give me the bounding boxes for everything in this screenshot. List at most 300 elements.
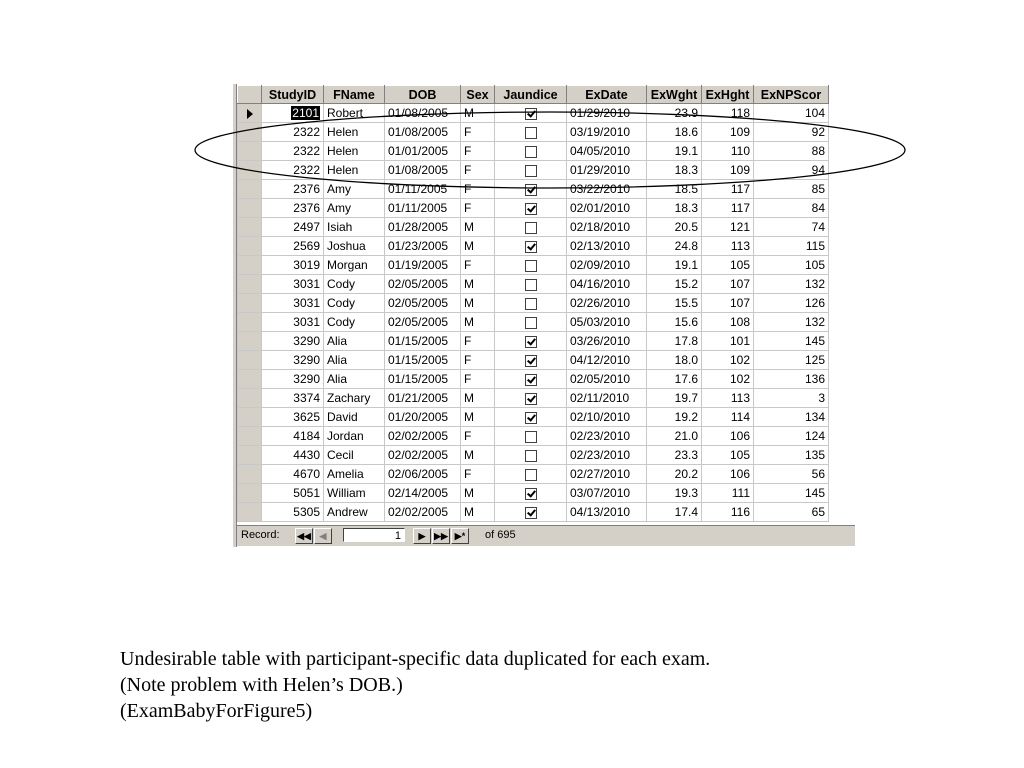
cell-exwght[interactable] xyxy=(647,161,702,180)
cell-studyid[interactable] xyxy=(262,218,324,237)
table-row[interactable] xyxy=(238,180,829,199)
cell-exwght[interactable] xyxy=(647,313,702,332)
jaundice-checkbox[interactable] xyxy=(525,336,537,348)
table-row[interactable] xyxy=(238,503,829,522)
cell-exwght[interactable] xyxy=(647,104,702,123)
cell-text: 102 xyxy=(729,372,750,386)
row-selector[interactable] xyxy=(238,427,262,446)
cell-jaundice[interactable] xyxy=(495,484,567,503)
cell-exhght[interactable] xyxy=(702,256,754,275)
row-selector[interactable] xyxy=(238,237,262,256)
record-count: of 695 xyxy=(485,529,516,541)
cell-exhght[interactable] xyxy=(702,484,754,503)
cell-sex[interactable] xyxy=(461,256,495,275)
cell-text: M xyxy=(464,277,474,291)
cell-exwght[interactable] xyxy=(647,389,702,408)
cell-studyid[interactable] xyxy=(262,275,324,294)
cell-exhght[interactable] xyxy=(702,446,754,465)
cell-sex[interactable] xyxy=(461,446,495,465)
cell-exnpscor[interactable] xyxy=(754,237,829,256)
table-row[interactable] xyxy=(238,199,829,218)
cell-studyid[interactable] xyxy=(262,142,324,161)
cell-jaundice[interactable] xyxy=(495,446,567,465)
cell-sex[interactable] xyxy=(461,465,495,484)
row-selector[interactable] xyxy=(238,294,262,313)
cell-exdate[interactable] xyxy=(567,294,647,313)
cell-exdate[interactable] xyxy=(567,142,647,161)
cell-exwght[interactable] xyxy=(647,256,702,275)
cell-exnpscor[interactable] xyxy=(754,294,829,313)
cell-sex[interactable] xyxy=(461,503,495,522)
cell-studyid[interactable] xyxy=(262,313,324,332)
cell-exnpscor[interactable] xyxy=(754,104,829,123)
cell-exnpscor[interactable] xyxy=(754,313,829,332)
cell-studyid[interactable] xyxy=(262,370,324,389)
cell-studyid[interactable] xyxy=(262,446,324,465)
cell-jaundice[interactable] xyxy=(495,389,567,408)
cell-exwght[interactable] xyxy=(647,408,702,427)
cell-exnpscor[interactable] xyxy=(754,332,829,351)
cell-exnpscor[interactable] xyxy=(754,484,829,503)
cell-text: 15.6 xyxy=(674,315,698,329)
cell-fname[interactable] xyxy=(324,218,385,237)
cell-exdate[interactable] xyxy=(567,427,647,446)
jaundice-checkbox[interactable] xyxy=(525,317,537,329)
cell-exnpscor[interactable] xyxy=(754,180,829,199)
table-row[interactable] xyxy=(238,218,829,237)
table-row[interactable] xyxy=(238,332,829,351)
cell-fname[interactable] xyxy=(324,332,385,351)
cell-sex[interactable] xyxy=(461,332,495,351)
cell-fname[interactable] xyxy=(324,503,385,522)
table-row[interactable] xyxy=(238,484,829,503)
cell-text: Jordan xyxy=(327,429,364,443)
cell-exwght[interactable] xyxy=(647,351,702,370)
cell-fname[interactable] xyxy=(324,427,385,446)
cell-fname[interactable] xyxy=(324,199,385,218)
cell-studyid[interactable] xyxy=(262,332,324,351)
cell-exwght[interactable] xyxy=(647,294,702,313)
cell-dob[interactable] xyxy=(385,351,461,370)
next-record-button[interactable]: ▶ xyxy=(413,528,431,544)
cell-text: M xyxy=(464,505,474,519)
cell-exhght[interactable] xyxy=(702,294,754,313)
new-record-button[interactable]: ▶* xyxy=(451,528,469,544)
row-selector[interactable] xyxy=(238,370,262,389)
record-number-input[interactable]: 1 xyxy=(343,528,405,542)
cell-exnpscor[interactable] xyxy=(754,408,829,427)
table-row[interactable] xyxy=(238,465,829,484)
cell-exdate[interactable] xyxy=(567,484,647,503)
cell-exwght[interactable] xyxy=(647,199,702,218)
row-selector[interactable] xyxy=(238,161,262,180)
cell-dob[interactable] xyxy=(385,123,461,142)
jaundice-checkbox[interactable] xyxy=(525,260,537,272)
cell-fname[interactable] xyxy=(324,389,385,408)
row-selector[interactable] xyxy=(238,256,262,275)
table-row[interactable] xyxy=(238,237,829,256)
cell-exnpscor[interactable] xyxy=(754,123,829,142)
cell-text: 106 xyxy=(729,467,750,481)
previous-record-button[interactable]: ◀ xyxy=(314,528,332,544)
row-selector[interactable] xyxy=(238,351,262,370)
cell-sex[interactable] xyxy=(461,427,495,446)
cell-exnpscor[interactable] xyxy=(754,465,829,484)
cell-dob[interactable] xyxy=(385,446,461,465)
cell-dob[interactable] xyxy=(385,503,461,522)
table-row[interactable] xyxy=(238,389,829,408)
cell-studyid[interactable] xyxy=(262,427,324,446)
cell-text: 113 xyxy=(730,391,750,405)
table-row[interactable] xyxy=(238,446,829,465)
cell-dob[interactable] xyxy=(385,275,461,294)
row-selector[interactable] xyxy=(238,408,262,427)
row-selector[interactable] xyxy=(238,199,262,218)
cell-fname[interactable] xyxy=(324,123,385,142)
cell-fname[interactable] xyxy=(324,446,385,465)
cell-text: F xyxy=(464,163,472,177)
cell-exhght[interactable] xyxy=(702,180,754,199)
cell-exnpscor[interactable] xyxy=(754,370,829,389)
select-all-corner[interactable] xyxy=(238,86,262,104)
cell-jaundice[interactable] xyxy=(495,199,567,218)
row-selector[interactable] xyxy=(238,465,262,484)
cell-exhght[interactable] xyxy=(702,199,754,218)
row-selector[interactable] xyxy=(238,218,262,237)
cell-exwght[interactable] xyxy=(647,427,702,446)
cell-exdate[interactable] xyxy=(567,104,647,123)
column-header-sex[interactable]: Sex xyxy=(461,86,495,104)
cell-dob[interactable] xyxy=(385,218,461,237)
cell-exdate[interactable] xyxy=(567,313,647,332)
cell-exnpscor[interactable] xyxy=(754,256,829,275)
row-selector[interactable] xyxy=(238,503,262,522)
jaundice-checkbox[interactable] xyxy=(525,374,537,386)
jaundice-checkbox[interactable] xyxy=(525,450,537,462)
last-record-button[interactable]: ▶▶ xyxy=(432,528,450,544)
cell-dob[interactable] xyxy=(385,332,461,351)
cell-exnpscor[interactable] xyxy=(754,199,829,218)
cell-text: 01/11/2005 xyxy=(388,182,448,196)
jaundice-checkbox[interactable] xyxy=(525,412,537,424)
cell-exdate[interactable] xyxy=(567,237,647,256)
table-row[interactable] xyxy=(238,161,829,180)
cell-sex[interactable] xyxy=(461,389,495,408)
cell-exwght[interactable] xyxy=(647,370,702,389)
cell-dob[interactable] xyxy=(385,484,461,503)
cell-exhght[interactable] xyxy=(702,389,754,408)
cell-sex[interactable] xyxy=(461,123,495,142)
cell-exnpscor[interactable] xyxy=(754,351,829,370)
cell-exhght[interactable] xyxy=(702,465,754,484)
cell-dob[interactable] xyxy=(385,180,461,199)
cell-jaundice[interactable] xyxy=(495,142,567,161)
cell-jaundice[interactable] xyxy=(495,256,567,275)
cell-exwght[interactable] xyxy=(647,218,702,237)
cell-exdate[interactable] xyxy=(567,370,647,389)
cell-studyid[interactable] xyxy=(262,351,324,370)
cell-text: 19.7 xyxy=(674,391,698,405)
cell-sex[interactable] xyxy=(461,218,495,237)
row-selector[interactable] xyxy=(238,484,262,503)
cell-exhght[interactable] xyxy=(702,218,754,237)
cell-exnpscor[interactable] xyxy=(754,142,829,161)
cell-jaundice[interactable] xyxy=(495,275,567,294)
cell-dob[interactable] xyxy=(385,313,461,332)
cell-fname[interactable] xyxy=(324,351,385,370)
cell-sex[interactable] xyxy=(461,313,495,332)
table-row[interactable] xyxy=(238,294,829,313)
table-row[interactable] xyxy=(238,104,829,123)
cell-jaundice[interactable] xyxy=(495,161,567,180)
cell-sex[interactable] xyxy=(461,142,495,161)
cell-dob[interactable] xyxy=(385,199,461,218)
cell-studyid[interactable] xyxy=(262,237,324,256)
cell-fname[interactable] xyxy=(324,237,385,256)
jaundice-checkbox[interactable] xyxy=(525,222,537,234)
cell-jaundice[interactable] xyxy=(495,332,567,351)
cell-fname[interactable] xyxy=(324,104,385,123)
cell-sex[interactable] xyxy=(461,294,495,313)
table-row[interactable] xyxy=(238,142,829,161)
cell-exdate[interactable] xyxy=(567,351,647,370)
cell-text: 19.2 xyxy=(674,410,698,424)
cell-studyid[interactable] xyxy=(262,123,324,142)
table-row[interactable] xyxy=(238,408,829,427)
cell-studyid[interactable] xyxy=(262,104,324,123)
cell-sex[interactable] xyxy=(461,199,495,218)
jaundice-checkbox[interactable] xyxy=(525,108,537,120)
row-selector[interactable] xyxy=(238,313,262,332)
cell-exwght[interactable] xyxy=(647,465,702,484)
cell-dob[interactable] xyxy=(385,104,461,123)
cell-text: Robert xyxy=(327,106,364,120)
cell-studyid[interactable] xyxy=(262,389,324,408)
cell-sex[interactable] xyxy=(461,237,495,256)
jaundice-checkbox[interactable] xyxy=(525,184,537,196)
cell-text: 17.4 xyxy=(674,505,698,519)
cell-exwght[interactable] xyxy=(647,484,702,503)
cell-jaundice[interactable] xyxy=(495,104,567,123)
cell-studyid[interactable] xyxy=(262,503,324,522)
jaundice-checkbox[interactable] xyxy=(525,488,537,500)
column-header-exwght[interactable]: ExWght xyxy=(647,86,702,104)
row-selector[interactable] xyxy=(238,332,262,351)
cell-exwght[interactable] xyxy=(647,237,702,256)
cell-exnpscor[interactable] xyxy=(754,389,829,408)
cell-sex[interactable] xyxy=(461,484,495,503)
jaundice-checkbox[interactable] xyxy=(525,431,537,443)
column-header-exhght[interactable]: ExHght xyxy=(702,86,754,104)
cell-exnpscor[interactable] xyxy=(754,275,829,294)
jaundice-checkbox[interactable] xyxy=(525,241,537,253)
cell-exwght[interactable] xyxy=(647,503,702,522)
cell-jaundice[interactable] xyxy=(495,294,567,313)
cell-dob[interactable] xyxy=(385,256,461,275)
cell-fname[interactable] xyxy=(324,142,385,161)
cell-exdate[interactable] xyxy=(567,465,647,484)
cell-exdate[interactable] xyxy=(567,332,647,351)
cell-exwght[interactable] xyxy=(647,142,702,161)
cell-fname[interactable] xyxy=(324,408,385,427)
cell-jaundice[interactable] xyxy=(495,427,567,446)
jaundice-checkbox[interactable] xyxy=(525,393,537,405)
table-row[interactable] xyxy=(238,427,829,446)
cell-exhght[interactable] xyxy=(702,351,754,370)
column-header-jaundice[interactable]: Jaundice xyxy=(495,86,567,104)
cell-dob[interactable] xyxy=(385,142,461,161)
cell-jaundice[interactable] xyxy=(495,218,567,237)
cell-fname[interactable] xyxy=(324,294,385,313)
cell-fname[interactable] xyxy=(324,180,385,199)
row-selector[interactable] xyxy=(238,389,262,408)
cell-jaundice[interactable] xyxy=(495,351,567,370)
cell-exdate[interactable] xyxy=(567,199,647,218)
cell-studyid[interactable] xyxy=(262,161,324,180)
cell-studyid[interactable] xyxy=(262,294,324,313)
cell-dob[interactable] xyxy=(385,294,461,313)
cell-exdate[interactable] xyxy=(567,446,647,465)
cell-dob[interactable] xyxy=(385,389,461,408)
cell-dob[interactable] xyxy=(385,370,461,389)
cell-jaundice[interactable] xyxy=(495,370,567,389)
cell-sex[interactable] xyxy=(461,161,495,180)
cell-exdate[interactable] xyxy=(567,503,647,522)
cell-exnpscor[interactable] xyxy=(754,218,829,237)
column-header-exnpscor[interactable]: ExNPScor xyxy=(754,86,829,104)
row-selector[interactable] xyxy=(238,446,262,465)
cell-exhght[interactable] xyxy=(702,275,754,294)
cell-exdate[interactable] xyxy=(567,123,647,142)
table-row[interactable] xyxy=(238,370,829,389)
cell-jaundice[interactable] xyxy=(495,313,567,332)
cell-dob[interactable] xyxy=(385,161,461,180)
cell-exdate[interactable] xyxy=(567,218,647,237)
cell-exdate[interactable] xyxy=(567,275,647,294)
cell-exhght[interactable] xyxy=(702,237,754,256)
column-header-exdate[interactable]: ExDate xyxy=(567,86,647,104)
cell-fname[interactable] xyxy=(324,161,385,180)
row-selector[interactable] xyxy=(238,275,262,294)
cell-exhght[interactable] xyxy=(702,408,754,427)
cell-fname[interactable] xyxy=(324,370,385,389)
column-header-fname[interactable]: FName xyxy=(324,86,385,104)
row-selector[interactable] xyxy=(238,142,262,161)
row-selector[interactable] xyxy=(238,123,262,142)
cell-exnpscor[interactable] xyxy=(754,427,829,446)
cell-sex[interactable] xyxy=(461,351,495,370)
column-header-dob[interactable]: DOB xyxy=(385,86,461,104)
cell-exdate[interactable] xyxy=(567,180,647,199)
cell-sex[interactable] xyxy=(461,104,495,123)
table-row[interactable] xyxy=(238,256,829,275)
row-selector[interactable] xyxy=(238,180,262,199)
jaundice-checkbox[interactable] xyxy=(525,298,537,310)
cell-exhght[interactable] xyxy=(702,503,754,522)
cell-jaundice[interactable] xyxy=(495,123,567,142)
jaundice-checkbox[interactable] xyxy=(525,203,537,215)
cell-fname[interactable] xyxy=(324,465,385,484)
cell-exdate[interactable] xyxy=(567,389,647,408)
cell-text: 2376 xyxy=(293,201,320,215)
cell-text: M xyxy=(464,486,474,500)
cell-sex[interactable] xyxy=(461,275,495,294)
cell-text: 2497 xyxy=(293,220,320,234)
jaundice-checkbox[interactable] xyxy=(525,469,537,481)
jaundice-checkbox[interactable] xyxy=(525,507,537,519)
cell-sex[interactable] xyxy=(461,408,495,427)
cell-jaundice[interactable] xyxy=(495,237,567,256)
cell-exdate[interactable] xyxy=(567,161,647,180)
jaundice-checkbox[interactable] xyxy=(525,165,537,177)
cell-jaundice[interactable] xyxy=(495,408,567,427)
first-record-button[interactable]: ◀◀ xyxy=(295,528,313,544)
table-row[interactable] xyxy=(238,123,829,142)
cell-exnpscor[interactable] xyxy=(754,446,829,465)
jaundice-checkbox[interactable] xyxy=(525,127,537,139)
jaundice-checkbox[interactable] xyxy=(525,355,537,367)
cell-exdate[interactable] xyxy=(567,256,647,275)
cell-sex[interactable] xyxy=(461,180,495,199)
cell-studyid[interactable] xyxy=(262,465,324,484)
cell-exwght[interactable] xyxy=(647,332,702,351)
cell-text: 108 xyxy=(729,315,750,329)
cell-jaundice[interactable] xyxy=(495,503,567,522)
cell-text: 03/22/2010 xyxy=(570,182,631,196)
row-selector[interactable] xyxy=(238,104,262,123)
cell-exhght[interactable] xyxy=(702,427,754,446)
jaundice-checkbox[interactable] xyxy=(525,146,537,158)
cell-dob[interactable] xyxy=(385,237,461,256)
cell-studyid[interactable] xyxy=(262,199,324,218)
table-row[interactable] xyxy=(238,351,829,370)
cell-exnpscor[interactable] xyxy=(754,503,829,522)
cell-exhght[interactable] xyxy=(702,370,754,389)
cell-exnpscor[interactable] xyxy=(754,161,829,180)
jaundice-checkbox[interactable] xyxy=(525,279,537,291)
cell-exdate[interactable] xyxy=(567,408,647,427)
table-row[interactable] xyxy=(238,313,829,332)
cell-studyid[interactable] xyxy=(262,256,324,275)
column-header-studyid[interactable]: StudyID xyxy=(262,86,324,104)
cell-jaundice[interactable] xyxy=(495,180,567,199)
cell-studyid[interactable] xyxy=(262,408,324,427)
cell-exhght[interactable] xyxy=(702,123,754,142)
cell-studyid[interactable] xyxy=(262,180,324,199)
cell-jaundice[interactable] xyxy=(495,465,567,484)
cell-exhght[interactable] xyxy=(702,104,754,123)
cell-studyid[interactable] xyxy=(262,484,324,503)
cell-exwght[interactable] xyxy=(647,275,702,294)
cell-exwght[interactable] xyxy=(647,123,702,142)
cell-fname[interactable] xyxy=(324,275,385,294)
cell-fname[interactable] xyxy=(324,256,385,275)
cell-text: M xyxy=(464,448,474,462)
cell-sex[interactable] xyxy=(461,370,495,389)
table-row[interactable] xyxy=(238,275,829,294)
cell-exhght[interactable] xyxy=(702,142,754,161)
cell-dob[interactable] xyxy=(385,408,461,427)
cell-dob[interactable] xyxy=(385,465,461,484)
cell-exwght[interactable] xyxy=(647,180,702,199)
cell-fname[interactable] xyxy=(324,484,385,503)
cell-exhght[interactable] xyxy=(702,313,754,332)
cell-exhght[interactable] xyxy=(702,161,754,180)
cell-exhght[interactable] xyxy=(702,332,754,351)
cell-dob[interactable] xyxy=(385,427,461,446)
cell-fname[interactable] xyxy=(324,313,385,332)
cell-exwght[interactable] xyxy=(647,446,702,465)
